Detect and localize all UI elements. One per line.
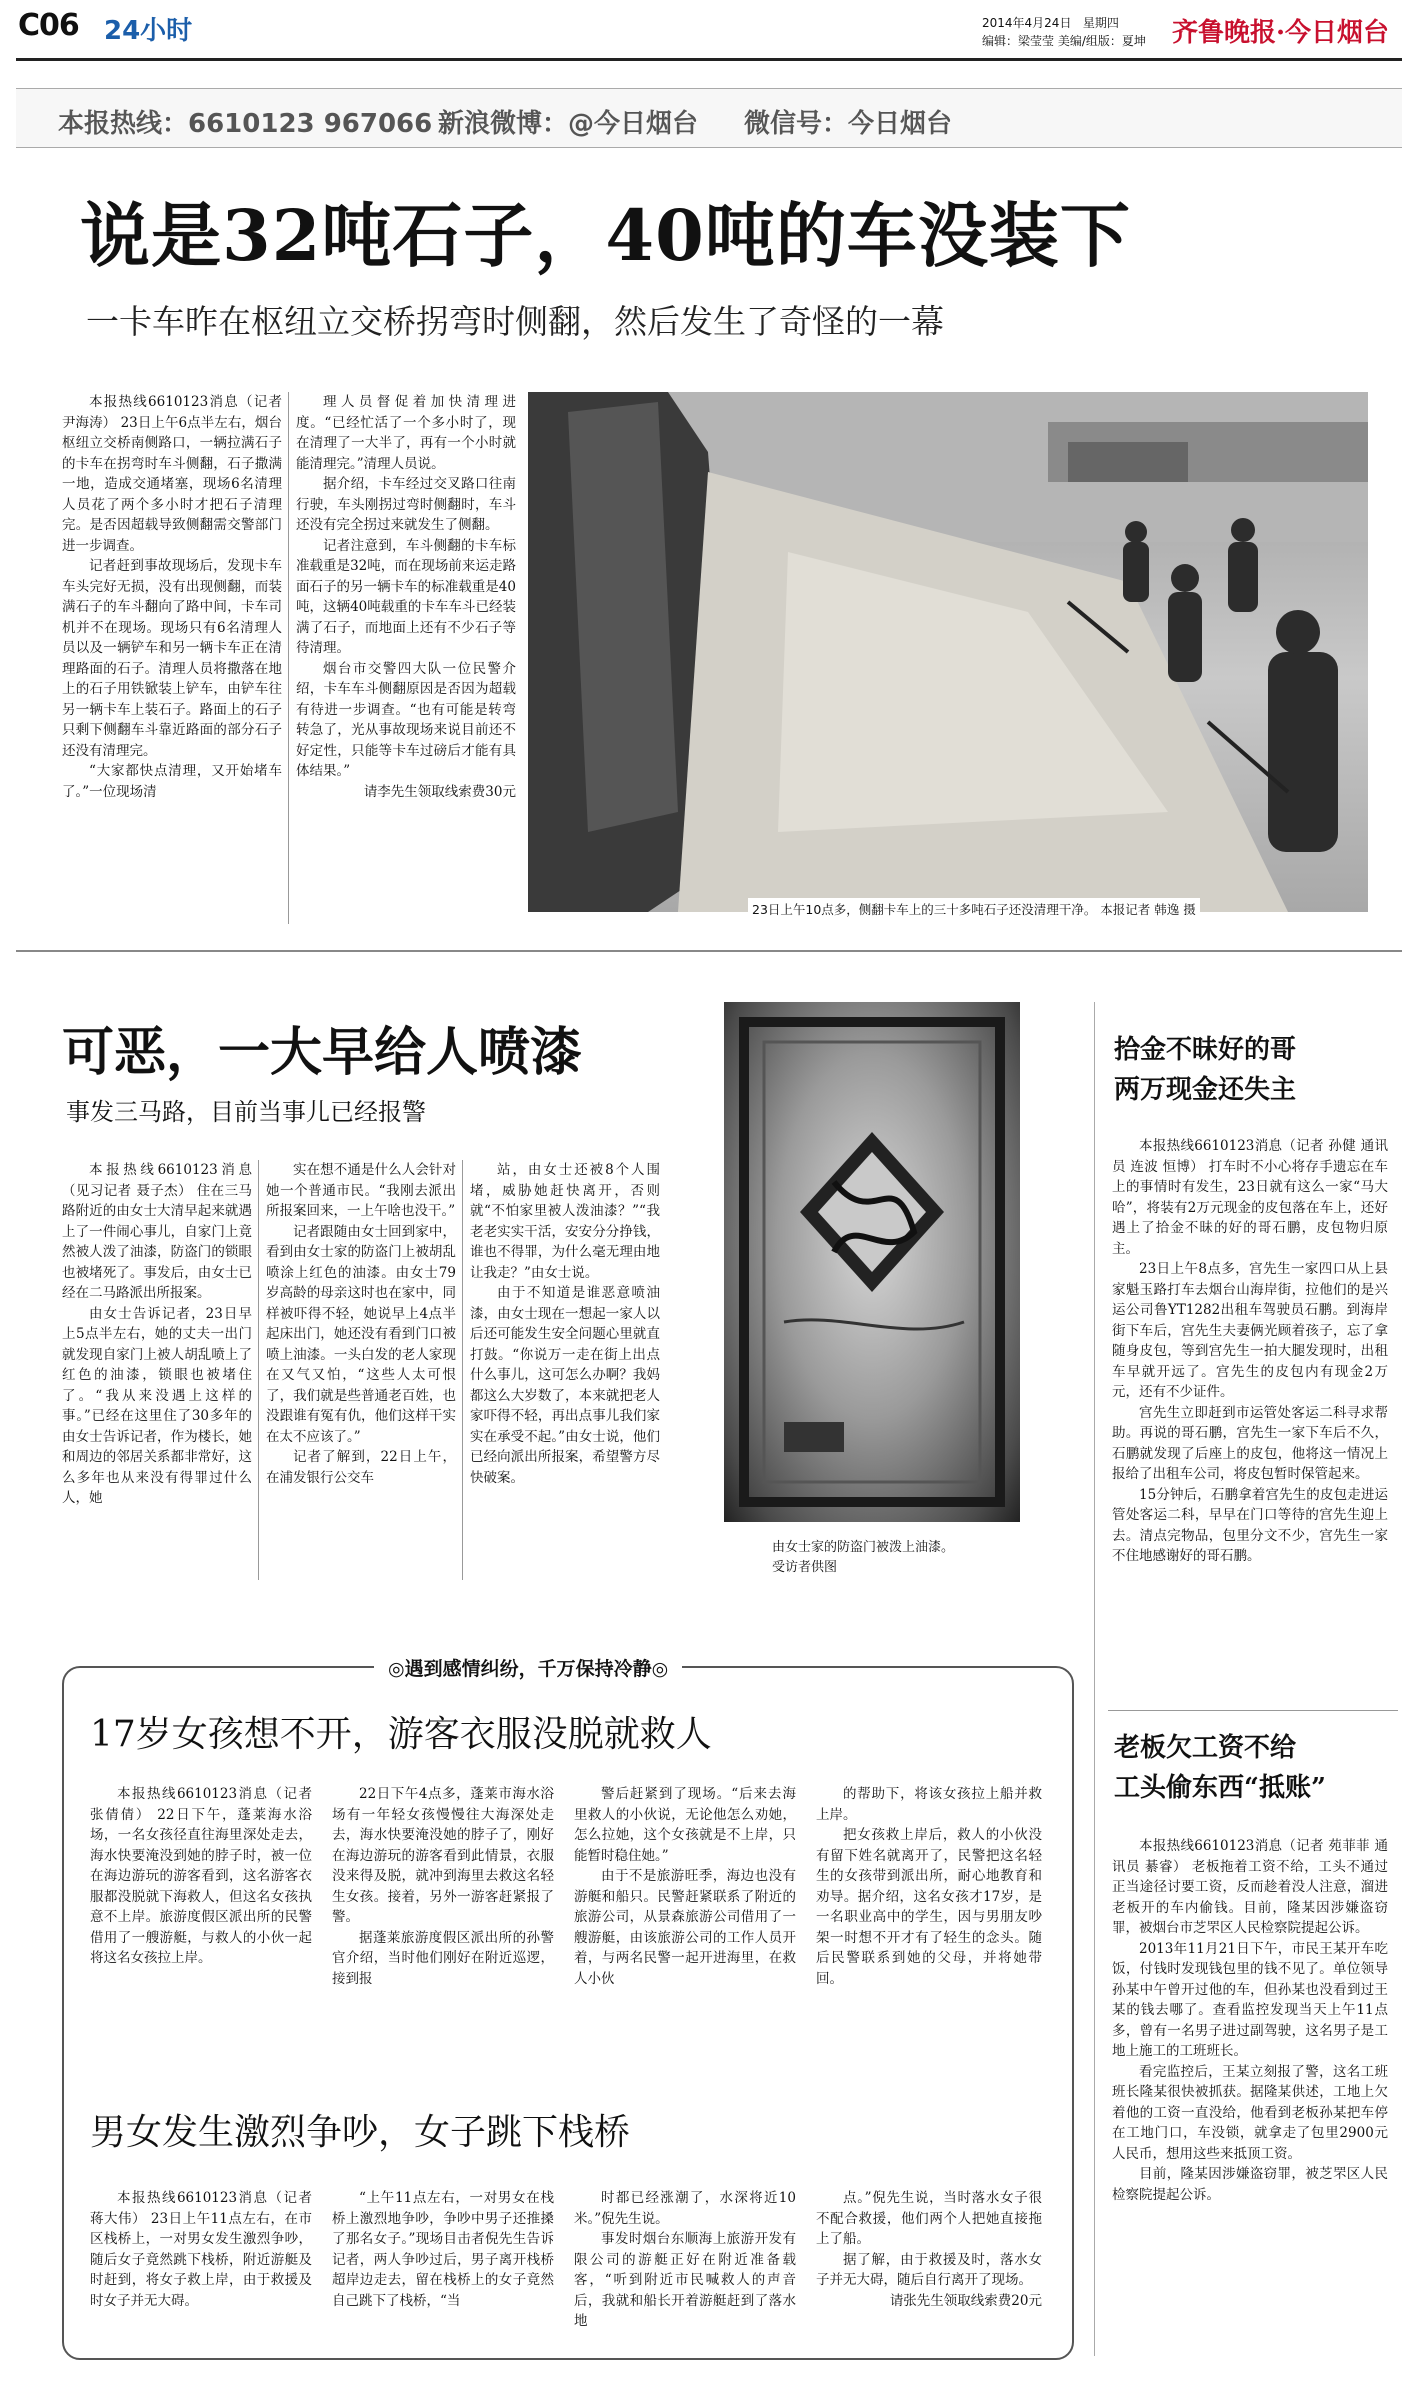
- story2-col2: [266, 1160, 456, 1580]
- section-rule: [16, 950, 1402, 952]
- paragraph: 2013年11月21日下午，市民王某开车吃饭，付钱时发现钱包里的钱不见了。单位领导孙某中午曾开过他的车，但孙某也没看到过王某的钱去哪了。查看监控发现当天上午11点多，曾有一名男子进过副驾驶，这名男子是工地上施工的工班班长。: [1112, 1940, 1388, 2059]
- paragraph: 实在想不通是什么人会针对她一个普通市民。“我刚去派出所报案回来，一上午啥也没干。”: [266, 1162, 456, 1219]
- editors: 编辑：梁莹莹 美编/组版：夏坤: [982, 34, 1146, 48]
- tip-fee: 请李先生领取线索费30元: [363, 783, 516, 800]
- photo-illustration: [724, 1002, 1020, 1522]
- storyB-headline: 男女发生激烈争吵，女子跳下栈桥: [90, 2112, 631, 2153]
- paragraph: 本报热线6610123消息（记者 苑菲菲 通讯员 綦睿） 老板拖着工资不给，工头不通过正当途径讨要工资，反而趁着没人注意，溜进老板开的车内偷钱。目前，隆某因涉嫌盗窃罪，被烟台市芝罘区人民检察院提起公诉。: [1112, 1838, 1388, 1936]
- hotline: 本报热线：6610123 967066: [58, 109, 433, 139]
- paragraph: 看完监控后，王某立刻报了警，这名工班班长隆某很快被抓获。据隆某供述，工地上欠着他的工资一直没给，他看到老板孙某把车停在工地门口，车没锁，就拿走了包里2900元人民币，想用这些来抵顶工资。: [1112, 2063, 1388, 2162]
- story2-col3: [470, 1160, 660, 1580]
- paragraph: 目前，隆某因涉嫌盗窃罪，被芝罘区人民检察院提起公诉。: [1112, 2166, 1388, 2203]
- story4-headline: 老板欠工资不给 工头偷东西“抵账”: [1114, 1733, 1326, 1803]
- contact-strip: [16, 88, 1402, 148]
- column-rule: [462, 1160, 463, 1580]
- paragraph: 由于不是旅游旺季，海边也没有游艇和船只。民警赶紧联系了附近的旅游公司，从景森旅游公司借用了一艘游艇，由该旅游公司的工作人员开着，与两名民警一起开进海里，在救人小伙: [574, 1868, 796, 1987]
- paragraph: 本报热线6610123消息（记者 孙健 通讯员 连波 恒博） 打车时不小心将存手遗忘在车上的事情时有发生，23日就有这么一家“马大哈”，将装有2万元现金的皮包落在车上，还好遇上了拾金不昧的好的哥石鹏，皮包物归原主。: [1112, 1138, 1388, 1257]
- column-rule: [1094, 1002, 1095, 2356]
- paragraph: 本报热线6610123消息（记者 张倩倩） 22日下午，蓬莱海水浴场，一名女孩径直往海里深处走去，海水快要淹没到她的脖子时，被一位在海边游玩的游客看到，这名游客衣服都没脱就下海救人，但这名女孩执意不上岸。旅游度假区派出所的民警借用了一艘游艇，与救人的小伙一起将这名女孩拉上岸。: [90, 1786, 312, 1966]
- paragraph: 的帮助下，将该女孩拉上船并救上岸。: [816, 1786, 1042, 1823]
- paragraph: 本报热线6610123消息（记者 蒋大伟） 23日上午11点左右，在市区栈桥上，一对男女发生激烈争吵，随后女子竟然跳下栈桥，附近游艇及时赶到，将女子救上岸，由于救援及时女子并无大碍。: [90, 2190, 312, 2309]
- paragraph: 据了解，由于救援及时，落水女子并无大碍，随后自行离开了现场。: [816, 2251, 1042, 2288]
- paragraph: 本报热线6610123消息（记者 尹海涛） 23日上午6点半左右，烟台枢纽立交桥南侧路口，一辆拉满石子的卡车在拐弯时车斗侧翻，石子撒满一地，造成交通堵塞，现场6名清理人员花了两个多小时才把石子清理完。是否因超载导致侧翻需交警部门进一步调查。: [62, 394, 282, 554]
- paragraph: 记者注意到，车斗侧翻的卡车标准载重是32吨，而在现场前来运走路面石子的另一辆卡车的标准载重是40吨，这辆40吨载重的卡车车斗已经装满了石子，而地面上还有不少石子等待清理。: [296, 537, 516, 656]
- issue-date: 2014年4月24日 星期四: [982, 16, 1119, 30]
- paragraph: 记者跟随由女士回到家中，看到由女士家的防盗门上被胡乱喷涂上红色的油漆。由女士79岁高龄的母亲这时也在家中，同样被吓得不轻，她说早上4点半起床出门，她还没有看到门口被喷上油漆。一头白发的老人家现在又气又怕，“这些人太可恨了，我们就是些普通老百姓，也没跟谁有冤有仇，他们这样干实在太不应该了。”: [266, 1223, 456, 1445]
- paragraph: 本报热线6610123消息（见习记者 聂子杰） 住在三马路附近的由女士大清早起来就遇上了一件闹心事儿，自家门上竟然被人泼了油漆，防盗门的锁眼也被堵死了。事发后，由女士已经在二马路派出所报案。: [62, 1162, 252, 1301]
- paragraph: 把女孩救上岸后，救人的小伙没有留下姓名就离开了，民警把这名轻生的女孩带到派出所，耐心地教育和劝导。据介绍，这名女孩才17岁，是一名职业高中的学生，因与男朋友吵架一时想不开才有了轻生的念头。随后民警联系到她的父母，并将她带回。: [816, 1827, 1042, 1987]
- paragraph: 22日下午4点多，蓬莱市海水浴场有一年轻女孩慢慢往大海深处走去，海水快要淹没她的脖子了，刚好在海边游玩的游客看到此情景，衣服没来得及脱，就冲到海里去救这名轻生女孩。接着，另外一游客赶紧报了警。: [332, 1786, 554, 1925]
- paragraph: 据介绍，卡车经过交叉路口往南行驶，车头刚拐过弯时侧翻时，车斗还没有完全拐过来就发生了侧翻。: [296, 476, 516, 533]
- paragraph: 理人员督促着加快清理进度。“已经忙活了一个多小时了，现在清理了一大半了，再有一个小时就能清理完。”清理人员说。: [296, 394, 516, 472]
- story1-photo-caption: 23日上午10点多，侧翻卡车上的三十多吨石子还没清理干净。 本报记者 韩逸 摄: [748, 898, 1200, 920]
- story3-headline: 拾金不昧好的哥 两万现金还失主: [1114, 1035, 1297, 1105]
- storyA-col4: [816, 1784, 1042, 2044]
- story2-subhead: 事发三马路，目前当事儿已经报警: [66, 1098, 426, 1126]
- storyB-col3: [574, 2188, 796, 2348]
- story4-body: [1112, 1836, 1388, 2356]
- paragraph: 据蓬莱旅游度假区派出所的孙警官介绍，当时他们刚好在附近巡逻，接到报: [332, 1929, 554, 1987]
- story3-body: [1112, 1136, 1388, 1696]
- paragraph: 点。”倪先生说，当时落水女子很不配合救援，他们两个人把她直接拖上了船。: [816, 2190, 1042, 2247]
- box-banner: ◎遇到感情纠纷，千万保持冷静◎: [374, 1652, 682, 1683]
- love-dispute-box: [62, 1658, 1074, 2360]
- paragraph: 时都已经涨潮了，水深将近10米。”倪先生说。: [574, 2190, 796, 2227]
- tip-fee: 请张先生领取线索费20元: [889, 2292, 1042, 2309]
- paragraph: 警后赶紧到了现场。“后来去海里救人的小伙说，无论他怎么劝她，怎么拉她，这个女孩就是不上岸，只能暂时稳住她。”: [574, 1786, 796, 1864]
- masthead: [0, 0, 1417, 60]
- truck-rollover-photo: [528, 392, 1368, 912]
- paragraph: 记者赶到事故现场后，发现卡车车头完好无损，没有出现侧翻，而装满石子的车斗翻向了路中间，卡车司机并不在现场。现场只有6名清理人员以及一辆铲车和另一辆卡车正在清理路面的石子。清理人员将撒落在地上的石子用铁锨装上铲车，由铲车往另一辆卡车上装石子。路面上的石子只剩下侧翻车斗靠近路面的部分石子还没有清理完。: [62, 558, 282, 759]
- story2-photo-caption: 由女士家的防盗门被泼上油漆。 受访者供图: [772, 1540, 955, 1575]
- paragraph: 宫先生立即赶到市运管处客运二科寻求帮助。再说的哥石鹏，宫先生一家下车后不久，石鹏就发现了后座上的皮包，他将这一情况上报给了出租车公司，将皮包暂时保管起来。: [1112, 1404, 1388, 1482]
- paragraph: 烟台市交警四大队一位民警介绍，卡车车斗侧翻原因是否因为超载有待进一步调查。“也有可能是转弯转急了，光从事故现场来说目前还不好定性，只能等卡车过磅后才能有具体结果。”: [296, 660, 516, 779]
- story2-headline: 可恶，一大早给人喷漆: [62, 1022, 583, 1083]
- paragraph: 事发时烟台东顺海上旅游开发有限公司的游艇正好在附近准备载客，“听到附近市民喊救人的声音后，我就和船长开着游艇赶到了落水地: [574, 2231, 796, 2329]
- door-paint-photo: [724, 1002, 1020, 1522]
- photo-illustration: [528, 392, 1368, 912]
- storyB-col1: [90, 2188, 312, 2348]
- column-rule: [258, 1160, 259, 1580]
- storyA-col2: [332, 1784, 554, 2044]
- story1-col2: [296, 392, 516, 924]
- storyA-col1: [90, 1784, 312, 2044]
- section-name: 24小时: [104, 16, 193, 46]
- paragraph: 由女士告诉记者，23日早上5点半左右，她的丈夫一出门就发现自家门上被人胡乱喷上了红色的油漆，锁眼也被堵住了。“我从来没遇上这样的事。”已经在这里住了30多年的由女士告诉记者，作为楼长，她和周边的邻居关系都非常好，这么多年也从来没有得罪过什么人，她: [62, 1305, 252, 1506]
- story2-col1: [62, 1160, 252, 1580]
- paragraph: 记者了解到，22日上午，在浦发银行公交车: [266, 1449, 456, 1486]
- storyA-col3: [574, 1784, 796, 2044]
- storyB-col2: [332, 2188, 554, 2348]
- weibo: 新浪微博：@今日烟台: [438, 109, 699, 139]
- storyA-headline: 17岁女孩想不开，游客衣服没脱就救人: [90, 1714, 712, 1755]
- brand-logo: 齐鲁晚报·今日烟台: [1172, 18, 1390, 48]
- paragraph: 15分钟后，石鹏拿着宫先生的皮包走进运管处客运二科，早早在门口等待的宫先生迎上去。清点完物品，包里分文不少，宫先生一家不住地感谢好的哥石鹏。: [1112, 1486, 1388, 1564]
- paragraph: “上午11点左右，一对男女在栈桥上激烈地争吵，争吵中男子还推搡了那名女子。”现场目击者倪先生告诉记者，两人争吵过后，男子离开栈桥超岸边走去，留在栈桥上的女子竟然自己跳下了栈桥，“当: [332, 2190, 554, 2309]
- story1-headline: 说是32吨石子，40吨的车没装下: [80, 194, 1131, 277]
- paragraph: 站，由女士还被8个人围堵，威胁她赶快离开，否则就“不怕家里被人泼油漆？”“我老老实实干活，安安分分挣钱，谁也不得罪，为什么毫无理由地让我走？”由女士说。: [470, 1162, 660, 1281]
- story1-subhead: 一卡车昨在枢纽立交桥拐弯时侧翻，然后发生了奇怪的一幕: [86, 302, 944, 341]
- weixin: 微信号：今日烟台: [744, 109, 953, 139]
- page-number: C06: [18, 8, 79, 43]
- storyB-col4: [816, 2188, 1042, 2348]
- masthead-rule: [16, 58, 1402, 61]
- story1-col1: [62, 392, 282, 924]
- paragraph: 23日上午8点多，宫先生一家四口从上县家魁玉路打车去烟台山海岸街，拉他们的是兴运公司鲁YT1282出租车驾驶员石鹏。到海岸街下车后，宫先生夫妻俩光顾着孩子，忘了拿随身皮包，等到宫先生一拍大腿发现时，出租车早就开远了。宫先生的皮包内有现金2万元，还有不少证件。: [1112, 1261, 1388, 1400]
- column-rule: [288, 392, 289, 924]
- paragraph: 由于不知道是谁恶意喷油漆，由女士现在一想起一家人以后还可能发生安全问题心里就直打鼓。“你说万一走在街上出点什么事儿，这可怎么办啊？我妈都这么大岁数了，本来就把老人家吓得不轻，再出点事儿我们家实在承受不起。”由女士说，他们已经向派出所报案，希望警方尽快破案。: [470, 1285, 660, 1486]
- section-rule: [1108, 1710, 1398, 1711]
- paragraph: “大家都快点清理，又开始堵车了。”一位现场清: [62, 763, 282, 800]
